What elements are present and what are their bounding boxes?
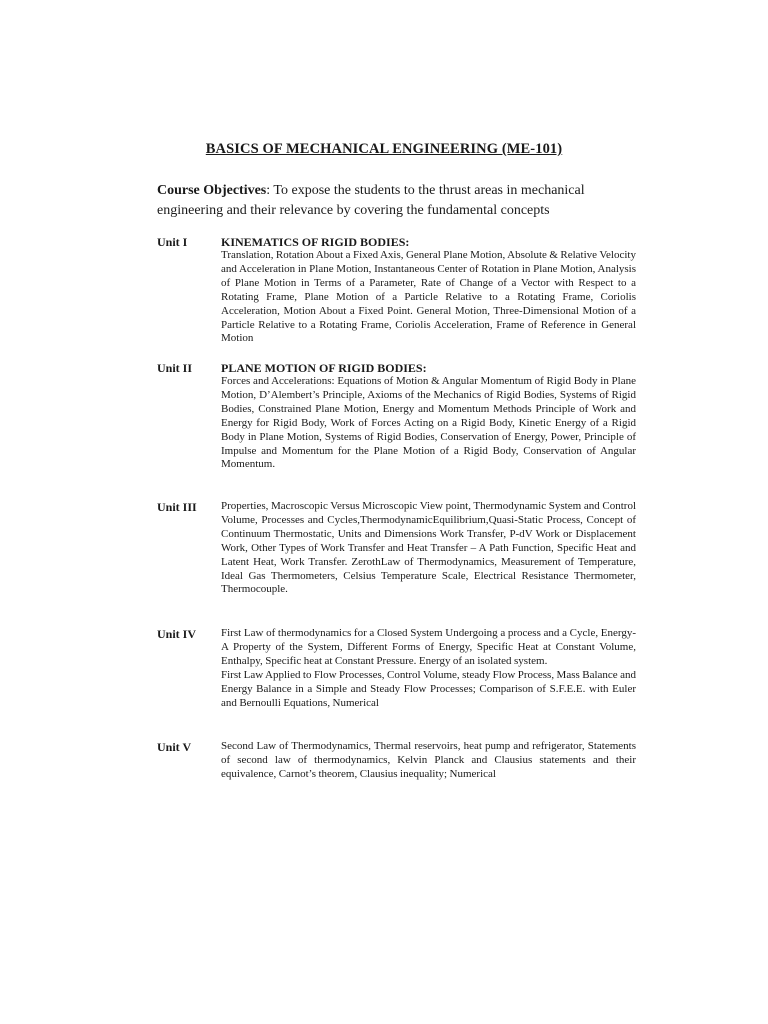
unit-label: Unit II bbox=[157, 361, 193, 375]
document-title: BASICS OF MECHANICAL ENGINEERING (ME-101) bbox=[205, 141, 563, 157]
unit-paragraph: First Law of thermodynamics for a Closed System Undergoing a process and a Cycle, Energy-A Property of the System, Different Forms of Energy, Specific Heat at Constant Volume, Enthalpy, Specific heat at Constant Pressure. Energy of an isolated system. bbox=[221, 627, 636, 667]
unit-paragraph: Properties, Macroscopic Versus Microscopic View point, Thermodynamic System and Control Volume, Processes and Cycles,ThermodynamicEquilibrium,Quasi-Static Process, Concept of Continuum Thermostatic, Units and Dimensions Work Transfer, P-dV Work or Displacement Work, Other Types of Work Transfer and Heat Transfer – A Path Function, Specific Heat and Latent Heat, Work Transfer. ZerothLaw of Thermodynamics, Measurement of Temperature, Ideal Gas Thermometers, Celsius Temperature Scale, Electrical Resistance Thermometer, Thermocouple. bbox=[221, 500, 636, 596]
unit-body bbox=[221, 740, 636, 782]
course-objectives bbox=[157, 181, 637, 221]
unit-heading: PLANE MOTION OF RIGID BODIES: bbox=[221, 361, 427, 375]
unit-label: Unit I bbox=[157, 235, 188, 249]
course-objectives-text: : To expose the students to the thrust areas in mechanical engineering and their relevance by covering the fundamental concepts bbox=[157, 183, 585, 218]
unit-paragraph: First Law Applied to Flow Processes, Control Volume, steady Flow Process, Mass Balance and Energy Balance in a Simple and Steady Flow Processes; Comparison of S.F.E.E. with Euler and Bernoulli Equations, Numerical bbox=[221, 668, 636, 709]
unit-body bbox=[221, 235, 636, 346]
unit-paragraph: Forces and Accelerations: Equations of Motion & Angular Momentum of Rigid Body in Plane Motion, D’Alembert’s Principle, Axioms of the Mechanics of Rigid Bodies, Systems of Rigid Bodies, Constrained Plane Motion, Energy and Momentum Methods Principle of Work and Energy for Rigid Body, Work of Forces Acting on a Rigid Body, Kinetic Energy of a Rigid Body in Plane Motion, Systems of Rigid Bodies, Conservation of Energy, Power, Principle of Impulse and Momentum for the Plane Motion of a Rigid Body, Conservation of Angular Momentum. bbox=[221, 375, 636, 471]
unit-paragraph: Second Law of Thermodynamics, Thermal reservoirs, heat pump and refrigerator, Statements of second law of thermodynamics, Kelvin Planck and Clausius statements and their equivalence, Carnot’s theorem, Clausius inequality; Numerical bbox=[221, 740, 636, 780]
unit-body bbox=[221, 627, 636, 710]
unit-label: Unit III bbox=[157, 500, 197, 514]
unit-label: Unit IV bbox=[157, 627, 197, 641]
unit-body bbox=[221, 500, 636, 597]
unit-body bbox=[221, 361, 636, 472]
unit-label: Unit V bbox=[157, 740, 192, 754]
course-objectives-label: Course Objectives bbox=[157, 183, 267, 198]
unit-paragraph: Translation, Rotation About a Fixed Axis, General Plane Motion, Absolute & Relative Velocity and Acceleration in Plane Motion, Instantaneous Center of Rotation in Plane Motion, Analysis of Plane Motion in Terms of a Parameter, Rate of Change of a Vector with Respect to a Rotating Frame, Plane Motion of a Particle Relative to a Rotating Frame, Coriolis Acceleration, Motion About a Fixed Point. General Motion, Three-Dimensional Motion of a Particle Relative to a Rotating Frame, Coriolis Acceleration, Frame of Reference in General Motion bbox=[221, 249, 636, 345]
unit-heading: KINEMATICS OF RIGID BODIES: bbox=[221, 235, 410, 249]
